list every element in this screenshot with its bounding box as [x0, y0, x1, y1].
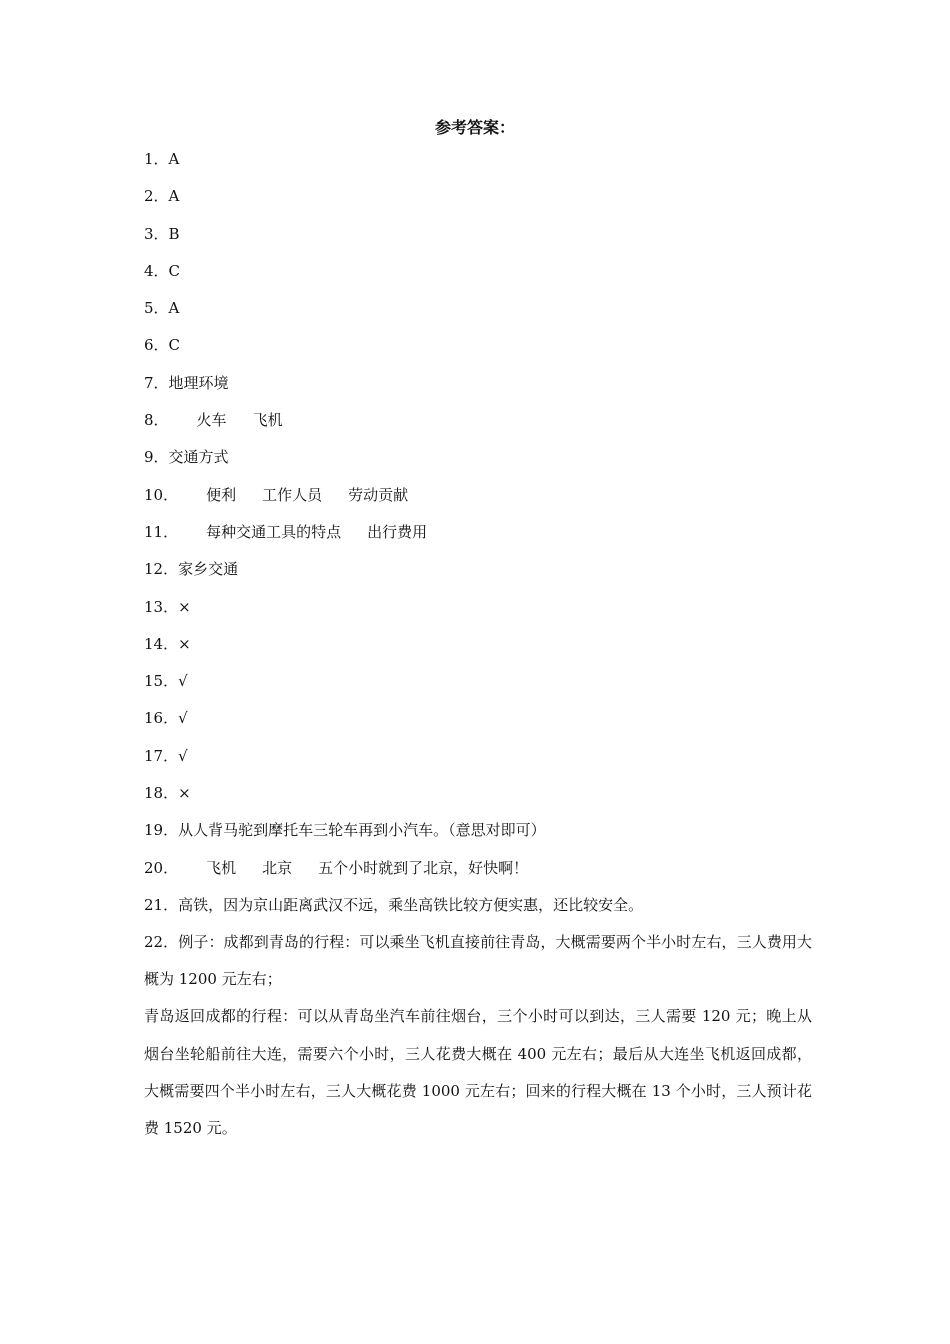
- answer-text: 例子：成都到青岛的行程：可以乘坐飞机直接前往青岛，大概需要两个半小时左右，三人费用大概为 1200 元左右；: [144, 932, 812, 988]
- answer-number: 11．: [144, 522, 179, 541]
- answer-text: A: [168, 150, 180, 168]
- answer-text: ×: [178, 634, 191, 653]
- answer-item: [144, 520, 812, 557]
- answer-text: 地理环境: [168, 373, 229, 392]
- answer-text: C: [168, 336, 181, 355]
- answer-text: 飞机: [252, 411, 283, 430]
- answer-item: [144, 371, 812, 408]
- answer-number: 10．: [144, 485, 179, 504]
- answer-item: [144, 632, 812, 669]
- answer-number: 22．: [144, 932, 179, 951]
- answer-item: [144, 259, 812, 296]
- answer-number: 19．: [144, 821, 179, 840]
- answer-item: [144, 595, 812, 632]
- answer-text: C: [168, 261, 181, 280]
- answer-number: 3．: [144, 224, 169, 243]
- answer-number: 13．: [144, 597, 179, 616]
- answer-text: 工作人员: [262, 485, 323, 504]
- answer-number: 2．: [144, 187, 169, 206]
- answer-number: 14．: [144, 634, 179, 653]
- answer-text: A: [168, 187, 180, 206]
- answer-text: 出行费用: [367, 522, 428, 541]
- answer-number: 20．: [144, 858, 179, 877]
- answer-item: [144, 781, 812, 818]
- answer-text: 火车: [196, 411, 227, 430]
- answer-item: [144, 296, 812, 333]
- answer-number: 12．: [144, 560, 179, 579]
- page-title: 参考答案：: [434, 118, 515, 137]
- answer-number: 5．: [144, 299, 169, 318]
- answer-list: [144, 147, 812, 1147]
- answer-number: 21．: [144, 895, 179, 914]
- answer-text: 飞机: [206, 858, 237, 877]
- answer-item: [144, 557, 812, 594]
- answer-paragraph: 青岛返回成都的行程：可以从青岛坐汽车前往烟台，三个小时可以到达，三人需要 120 元；晚上从烟台坐轮船前往大连，需要六个小时，三人花费大概在 400 元左右；最后从大连坐飞机返回成都，大概需要四个半小时左右，三人大概花费 1000 元左右；回来的行程大概在 13 个小时，三人预计花费 1520 元。: [144, 1007, 812, 1138]
- answer-paragraph: [144, 924, 812, 999]
- answer-text: A: [168, 299, 180, 318]
- answer-item: [144, 222, 812, 259]
- answer-item: [144, 408, 812, 445]
- answer-text: ×: [178, 784, 191, 803]
- answer-item: [144, 147, 812, 184]
- answer-number: 7．: [144, 373, 169, 392]
- answer-text: 交通方式: [168, 448, 229, 467]
- answer-number: 6．: [144, 336, 169, 355]
- answer-item: [144, 184, 812, 221]
- answer-text: B: [168, 224, 180, 243]
- answer-number: 18．: [144, 784, 179, 803]
- answer-text: √: [178, 709, 188, 728]
- answer-item: [144, 818, 812, 855]
- answer-text: 家乡交通: [178, 560, 239, 579]
- answer-text: 五个小时就到了北京，好快啊！: [318, 858, 529, 877]
- answer-number: 17．: [144, 746, 179, 765]
- answer-number: 8．: [144, 411, 169, 430]
- answer-item: [144, 483, 812, 520]
- answer-text: 每种交通工具的特点: [206, 522, 342, 541]
- answer-item-long: [144, 924, 812, 1148]
- answer-text: 便利: [206, 485, 237, 504]
- answer-number: 4．: [144, 261, 169, 280]
- answer-item: [144, 445, 812, 482]
- answer-text: √: [178, 672, 188, 691]
- answer-text: 从人背马驼到摩托车三轮车再到小汽车。（意思对即可）: [178, 821, 546, 840]
- answer-number: 16．: [144, 709, 179, 728]
- answer-number: 1．: [144, 150, 169, 168]
- answer-number: 9．: [144, 448, 169, 467]
- answer-item: [144, 706, 812, 743]
- answer-text: 北京: [262, 858, 293, 877]
- answer-number: 15．: [144, 672, 179, 691]
- answer-text: √: [178, 746, 188, 765]
- answer-text: ×: [178, 597, 191, 616]
- answer-item: [144, 333, 812, 370]
- answer-item: [144, 856, 812, 893]
- answer-text: 劳动贡献: [348, 485, 409, 504]
- answer-item: [144, 669, 812, 706]
- answer-text: 高铁，因为京山距离武汉不远，乘坐高铁比较方便实惠，还比较安全。: [178, 895, 644, 914]
- answer-item: [144, 744, 812, 781]
